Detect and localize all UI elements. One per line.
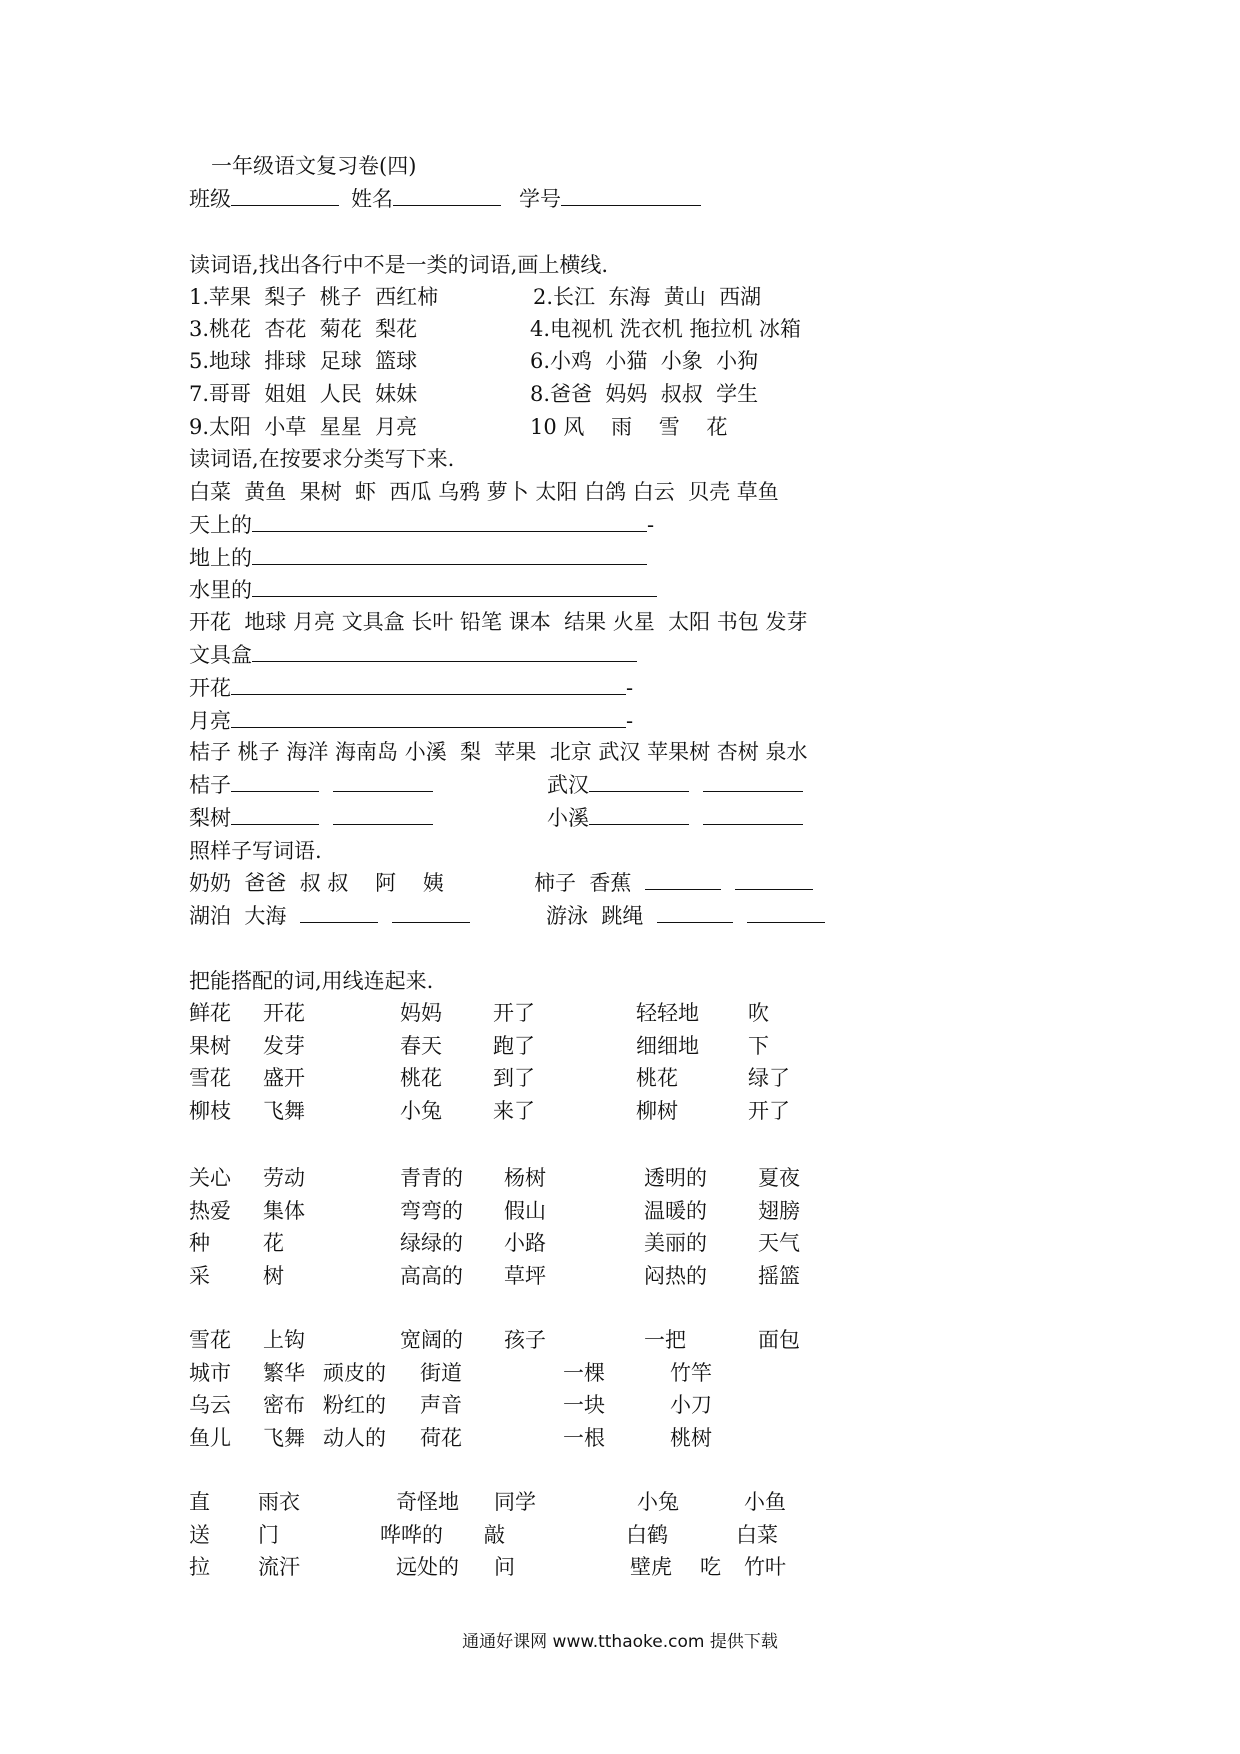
match-word[interactable]: 夏夜 bbox=[758, 1166, 800, 1190]
q1-row-5-right: 10 风 雨 雪 花 bbox=[530, 415, 728, 439]
q2-wuhan-row bbox=[547, 770, 803, 800]
q3-row-2-left bbox=[189, 901, 470, 931]
match-word[interactable]: 直 bbox=[189, 1490, 210, 1514]
q2-water-blank[interactable] bbox=[252, 576, 657, 597]
q2-moon-row bbox=[189, 706, 633, 736]
match-word[interactable]: 竹竿 bbox=[670, 1360, 712, 1385]
match-word[interactable]: 小鱼 bbox=[744, 1490, 786, 1514]
q2-word-list-1: 白菜 黄鱼 果树 虾 西瓜 乌鸦 萝卜 太阳 白鸽 白云 贝壳 草鱼 bbox=[189, 480, 779, 504]
q1-row-5-left: 9.太阳 小草 星星 月亮 bbox=[189, 415, 418, 439]
match-word[interactable]: 到了 bbox=[493, 1066, 535, 1090]
q1-row-3-right: 6.小鸡 小猫 小象 小狗 bbox=[530, 349, 759, 373]
match-word[interactable]: 门 bbox=[258, 1522, 279, 1547]
q3-row-1-left: 奶奶 爸爸 叔 叔 阿 姨 bbox=[189, 871, 444, 895]
q1-instruction: 读词语,找出各行中不是一类的词语,画上横线. bbox=[189, 253, 609, 277]
match-word[interactable]: 春天 bbox=[400, 1033, 442, 1058]
match-word[interactable]: 密布 bbox=[263, 1393, 305, 1417]
match-word[interactable]: 桃花 bbox=[636, 1066, 678, 1090]
match-word[interactable]: 桃树 bbox=[670, 1425, 712, 1450]
match-word[interactable]: 翅膀 bbox=[758, 1198, 800, 1223]
class-label: 班级 bbox=[189, 187, 231, 211]
name-blank[interactable] bbox=[393, 185, 501, 206]
q3-blank[interactable] bbox=[657, 902, 733, 923]
match-word[interactable]: 白鹤 bbox=[626, 1522, 668, 1547]
match-word[interactable]: 发芽 bbox=[263, 1033, 305, 1058]
q2-water-label: 水里的 bbox=[189, 578, 252, 602]
q2-wuhan-label: 武汉 bbox=[547, 773, 589, 797]
match-word[interactable]: 跑了 bbox=[493, 1033, 535, 1058]
match-word[interactable]: 拉 bbox=[189, 1555, 210, 1579]
match-word[interactable]: 乌云 bbox=[189, 1393, 231, 1417]
footer-credit: 通通好课网 www.tthaoke.com 提供下载 bbox=[462, 1632, 778, 1652]
match-word[interactable]: 天气 bbox=[758, 1231, 800, 1255]
match-word[interactable]: 雨衣 bbox=[258, 1490, 300, 1514]
match-word[interactable]: 竹叶 bbox=[744, 1555, 786, 1579]
match-word[interactable]: 一把 bbox=[644, 1328, 686, 1352]
match-word[interactable]: 闷热的 bbox=[644, 1263, 707, 1288]
match-word[interactable]: 小兔 bbox=[637, 1490, 679, 1514]
match-word[interactable]: 下 bbox=[748, 1033, 769, 1058]
match-word[interactable]: 细细地 bbox=[636, 1033, 699, 1058]
match-word[interactable]: 小兔 bbox=[400, 1098, 442, 1123]
match-word[interactable]: 草坪 bbox=[504, 1263, 546, 1288]
q3-row-2-right bbox=[546, 901, 825, 931]
match-word[interactable]: 飞舞 bbox=[263, 1425, 305, 1450]
q2-sky-blank[interactable] bbox=[252, 511, 647, 532]
q3-blank[interactable] bbox=[747, 902, 825, 923]
match-word[interactable]: 鲜花 bbox=[189, 1001, 231, 1025]
q2-stream-row bbox=[547, 803, 803, 833]
q2-ground-label: 地上的 bbox=[189, 546, 252, 570]
q2-dash: - bbox=[626, 709, 634, 733]
q3-row-1-example: 柿子 香蕉 bbox=[534, 871, 632, 895]
q2-dash: - bbox=[626, 676, 634, 700]
q3-row-1-right bbox=[534, 868, 813, 898]
match-word[interactable]: 花 bbox=[263, 1231, 284, 1255]
match-word[interactable]: 杨树 bbox=[504, 1166, 546, 1190]
match-word[interactable]: 奇怪地 bbox=[396, 1490, 459, 1514]
q2-pear-tree-row bbox=[189, 803, 433, 833]
q2-water-row bbox=[189, 575, 657, 605]
match-word[interactable]: 白菜 bbox=[736, 1522, 778, 1547]
match-word[interactable]: 雪花 bbox=[189, 1328, 231, 1352]
q2-sky-label: 天上的 bbox=[189, 513, 252, 537]
match-word[interactable]: 小刀 bbox=[670, 1393, 712, 1417]
match-word[interactable]: 粉红的 bbox=[323, 1393, 386, 1417]
q2-stream-label: 小溪 bbox=[547, 806, 589, 830]
match-word[interactable]: 荷花 bbox=[420, 1425, 462, 1450]
q1-row-2-left: 3.桃花 杏花 菊花 梨花 bbox=[189, 317, 418, 341]
q2-stationery-blank[interactable] bbox=[252, 641, 637, 662]
match-word[interactable]: 劳动 bbox=[263, 1166, 305, 1190]
match-word[interactable]: 面包 bbox=[758, 1328, 800, 1352]
match-word[interactable]: 柳树 bbox=[636, 1098, 678, 1123]
q2-stationery-label: 文具盒 bbox=[189, 643, 252, 667]
match-word[interactable]: 小路 bbox=[504, 1231, 546, 1255]
q2-tangerine-row bbox=[189, 770, 433, 800]
match-word[interactable]: 繁华 bbox=[263, 1360, 305, 1385]
match-word[interactable]: 吹 bbox=[748, 1001, 769, 1025]
match-word[interactable]: 假山 bbox=[504, 1198, 546, 1223]
q2-moon-label: 月亮 bbox=[189, 709, 231, 733]
match-word[interactable]: 吃 bbox=[700, 1555, 721, 1579]
match-word[interactable]: 绿绿的 bbox=[400, 1231, 463, 1255]
match-word[interactable]: 远处的 bbox=[396, 1555, 459, 1579]
student-id-label: 学号 bbox=[519, 187, 561, 211]
match-word[interactable]: 问 bbox=[494, 1555, 515, 1579]
q2-dash: - bbox=[647, 513, 655, 537]
q2-ground-blank[interactable] bbox=[252, 544, 647, 565]
q2-bloom-blank[interactable] bbox=[231, 674, 626, 695]
q2-blank[interactable] bbox=[231, 804, 319, 825]
match-word[interactable]: 温暖的 bbox=[644, 1198, 707, 1223]
q3-row-2-example-right: 游泳 跳绳 bbox=[546, 904, 644, 928]
q1-row-2-right: 4.电视机 洗衣机 拖拉机 冰箱 bbox=[530, 317, 802, 341]
q3-blank[interactable] bbox=[300, 902, 378, 923]
q2-tangerine-label: 桔子 bbox=[189, 773, 231, 797]
match-word[interactable]: 热爱 bbox=[189, 1198, 231, 1223]
q1-row-1-right: 2.长江 东海 黄山 西湖 bbox=[533, 285, 762, 309]
q3-blank[interactable] bbox=[645, 869, 721, 890]
match-word[interactable]: 柳枝 bbox=[189, 1098, 231, 1123]
match-word[interactable]: 声音 bbox=[420, 1393, 462, 1417]
q3-row-2-example: 湖泊 大海 bbox=[189, 904, 287, 928]
match-word[interactable]: 雪花 bbox=[189, 1066, 231, 1090]
match-word[interactable]: 鱼儿 bbox=[189, 1425, 231, 1450]
q2-pear-tree-label: 梨树 bbox=[189, 806, 231, 830]
match-word[interactable]: 摇篮 bbox=[758, 1263, 800, 1288]
match-word[interactable]: 关心 bbox=[189, 1166, 231, 1190]
q2-moon-blank[interactable] bbox=[231, 707, 626, 728]
name-label: 姓名 bbox=[351, 187, 393, 211]
q2-word-list-2: 开花 地球 月亮 文具盒 长叶 铅笔 课本 结果 火星 太阳 书包 发芽 bbox=[189, 610, 808, 634]
match-word[interactable]: 树 bbox=[263, 1263, 284, 1288]
match-word[interactable]: 青青的 bbox=[400, 1166, 463, 1190]
match-word[interactable]: 流汗 bbox=[258, 1555, 300, 1579]
match-word[interactable]: 宽阔的 bbox=[400, 1328, 463, 1352]
match-word[interactable]: 种 bbox=[189, 1231, 210, 1255]
match-word[interactable]: 开了 bbox=[748, 1098, 790, 1123]
match-word[interactable]: 美丽的 bbox=[644, 1231, 707, 1255]
match-word[interactable]: 动人的 bbox=[323, 1425, 386, 1450]
q2-stationery-row bbox=[189, 640, 637, 670]
match-word[interactable]: 开花 bbox=[263, 1001, 305, 1025]
match-word[interactable]: 城市 bbox=[189, 1360, 231, 1385]
class-blank[interactable] bbox=[231, 185, 339, 206]
q2-bloom-row bbox=[189, 673, 633, 703]
match-word[interactable]: 顽皮的 bbox=[323, 1360, 386, 1385]
match-word[interactable]: 孩子 bbox=[504, 1328, 546, 1352]
match-word[interactable]: 盛开 bbox=[263, 1066, 305, 1090]
match-word[interactable]: 果树 bbox=[189, 1033, 231, 1058]
q2-blank[interactable] bbox=[333, 771, 433, 792]
match-word[interactable]: 轻轻地 bbox=[636, 1001, 699, 1025]
q2-bloom-label: 开花 bbox=[189, 676, 231, 700]
match-word[interactable]: 高高的 bbox=[400, 1263, 463, 1288]
q2-blank[interactable] bbox=[703, 804, 803, 825]
match-word[interactable]: 桃花 bbox=[400, 1066, 442, 1090]
q2-blank[interactable] bbox=[589, 804, 689, 825]
q4-instruction: 把能搭配的词,用线连起来. bbox=[189, 969, 434, 993]
q1-row-3-left: 5.地球 排球 足球 篮球 bbox=[189, 349, 418, 373]
q2-ground-row bbox=[189, 543, 647, 573]
match-word[interactable]: 来了 bbox=[493, 1098, 535, 1123]
match-word[interactable]: 壁虎 bbox=[630, 1555, 672, 1579]
q2-blank[interactable] bbox=[231, 771, 319, 792]
match-word[interactable]: 街道 bbox=[420, 1360, 462, 1385]
match-word[interactable]: 飞舞 bbox=[263, 1098, 305, 1123]
q2-blank[interactable] bbox=[703, 771, 803, 792]
student-info-line bbox=[189, 184, 701, 214]
q2-word-list-3: 桔子 桃子 海洋 海南岛 小溪 梨 苹果 北京 武汉 苹果树 杏树 泉水 bbox=[189, 740, 808, 764]
match-word[interactable]: 上钩 bbox=[263, 1328, 305, 1352]
q2-sky-row bbox=[189, 510, 654, 540]
q2-instruction: 读词语,在按要求分类写下来. bbox=[189, 447, 455, 471]
match-word[interactable]: 绿了 bbox=[748, 1066, 790, 1090]
q2-blank[interactable] bbox=[333, 804, 433, 825]
q1-row-1-left: 1.苹果 梨子 桃子 西红柿 bbox=[189, 285, 439, 309]
match-word[interactable]: 同学 bbox=[494, 1490, 536, 1514]
match-word[interactable]: 弯弯的 bbox=[400, 1198, 463, 1223]
q2-blank[interactable] bbox=[589, 771, 689, 792]
match-word[interactable]: 集体 bbox=[263, 1198, 305, 1223]
worksheet-title: 一年级语文复习卷(四) bbox=[211, 154, 417, 178]
match-word[interactable]: 一根 bbox=[563, 1425, 605, 1450]
match-word[interactable]: 敲 bbox=[484, 1522, 505, 1547]
match-word[interactable]: 一块 bbox=[563, 1393, 605, 1417]
match-word[interactable]: 开了 bbox=[493, 1001, 535, 1025]
match-word[interactable]: 哗哗的 bbox=[380, 1522, 443, 1547]
match-word[interactable]: 送 bbox=[189, 1522, 210, 1547]
match-word[interactable]: 透明的 bbox=[644, 1166, 707, 1190]
match-word[interactable]: 妈妈 bbox=[400, 1001, 442, 1025]
q3-blank[interactable] bbox=[735, 869, 813, 890]
student-id-blank[interactable] bbox=[561, 185, 701, 206]
q3-blank[interactable] bbox=[392, 902, 470, 923]
q1-row-4-right: 8.爸爸 妈妈 叔叔 学生 bbox=[530, 382, 759, 406]
q1-row-4-left: 7.哥哥 姐姐 人民 妹妹 bbox=[189, 382, 418, 406]
q3-instruction: 照样子写词语. bbox=[189, 839, 322, 863]
match-word[interactable]: 采 bbox=[189, 1263, 210, 1288]
match-word[interactable]: 一棵 bbox=[563, 1360, 605, 1385]
